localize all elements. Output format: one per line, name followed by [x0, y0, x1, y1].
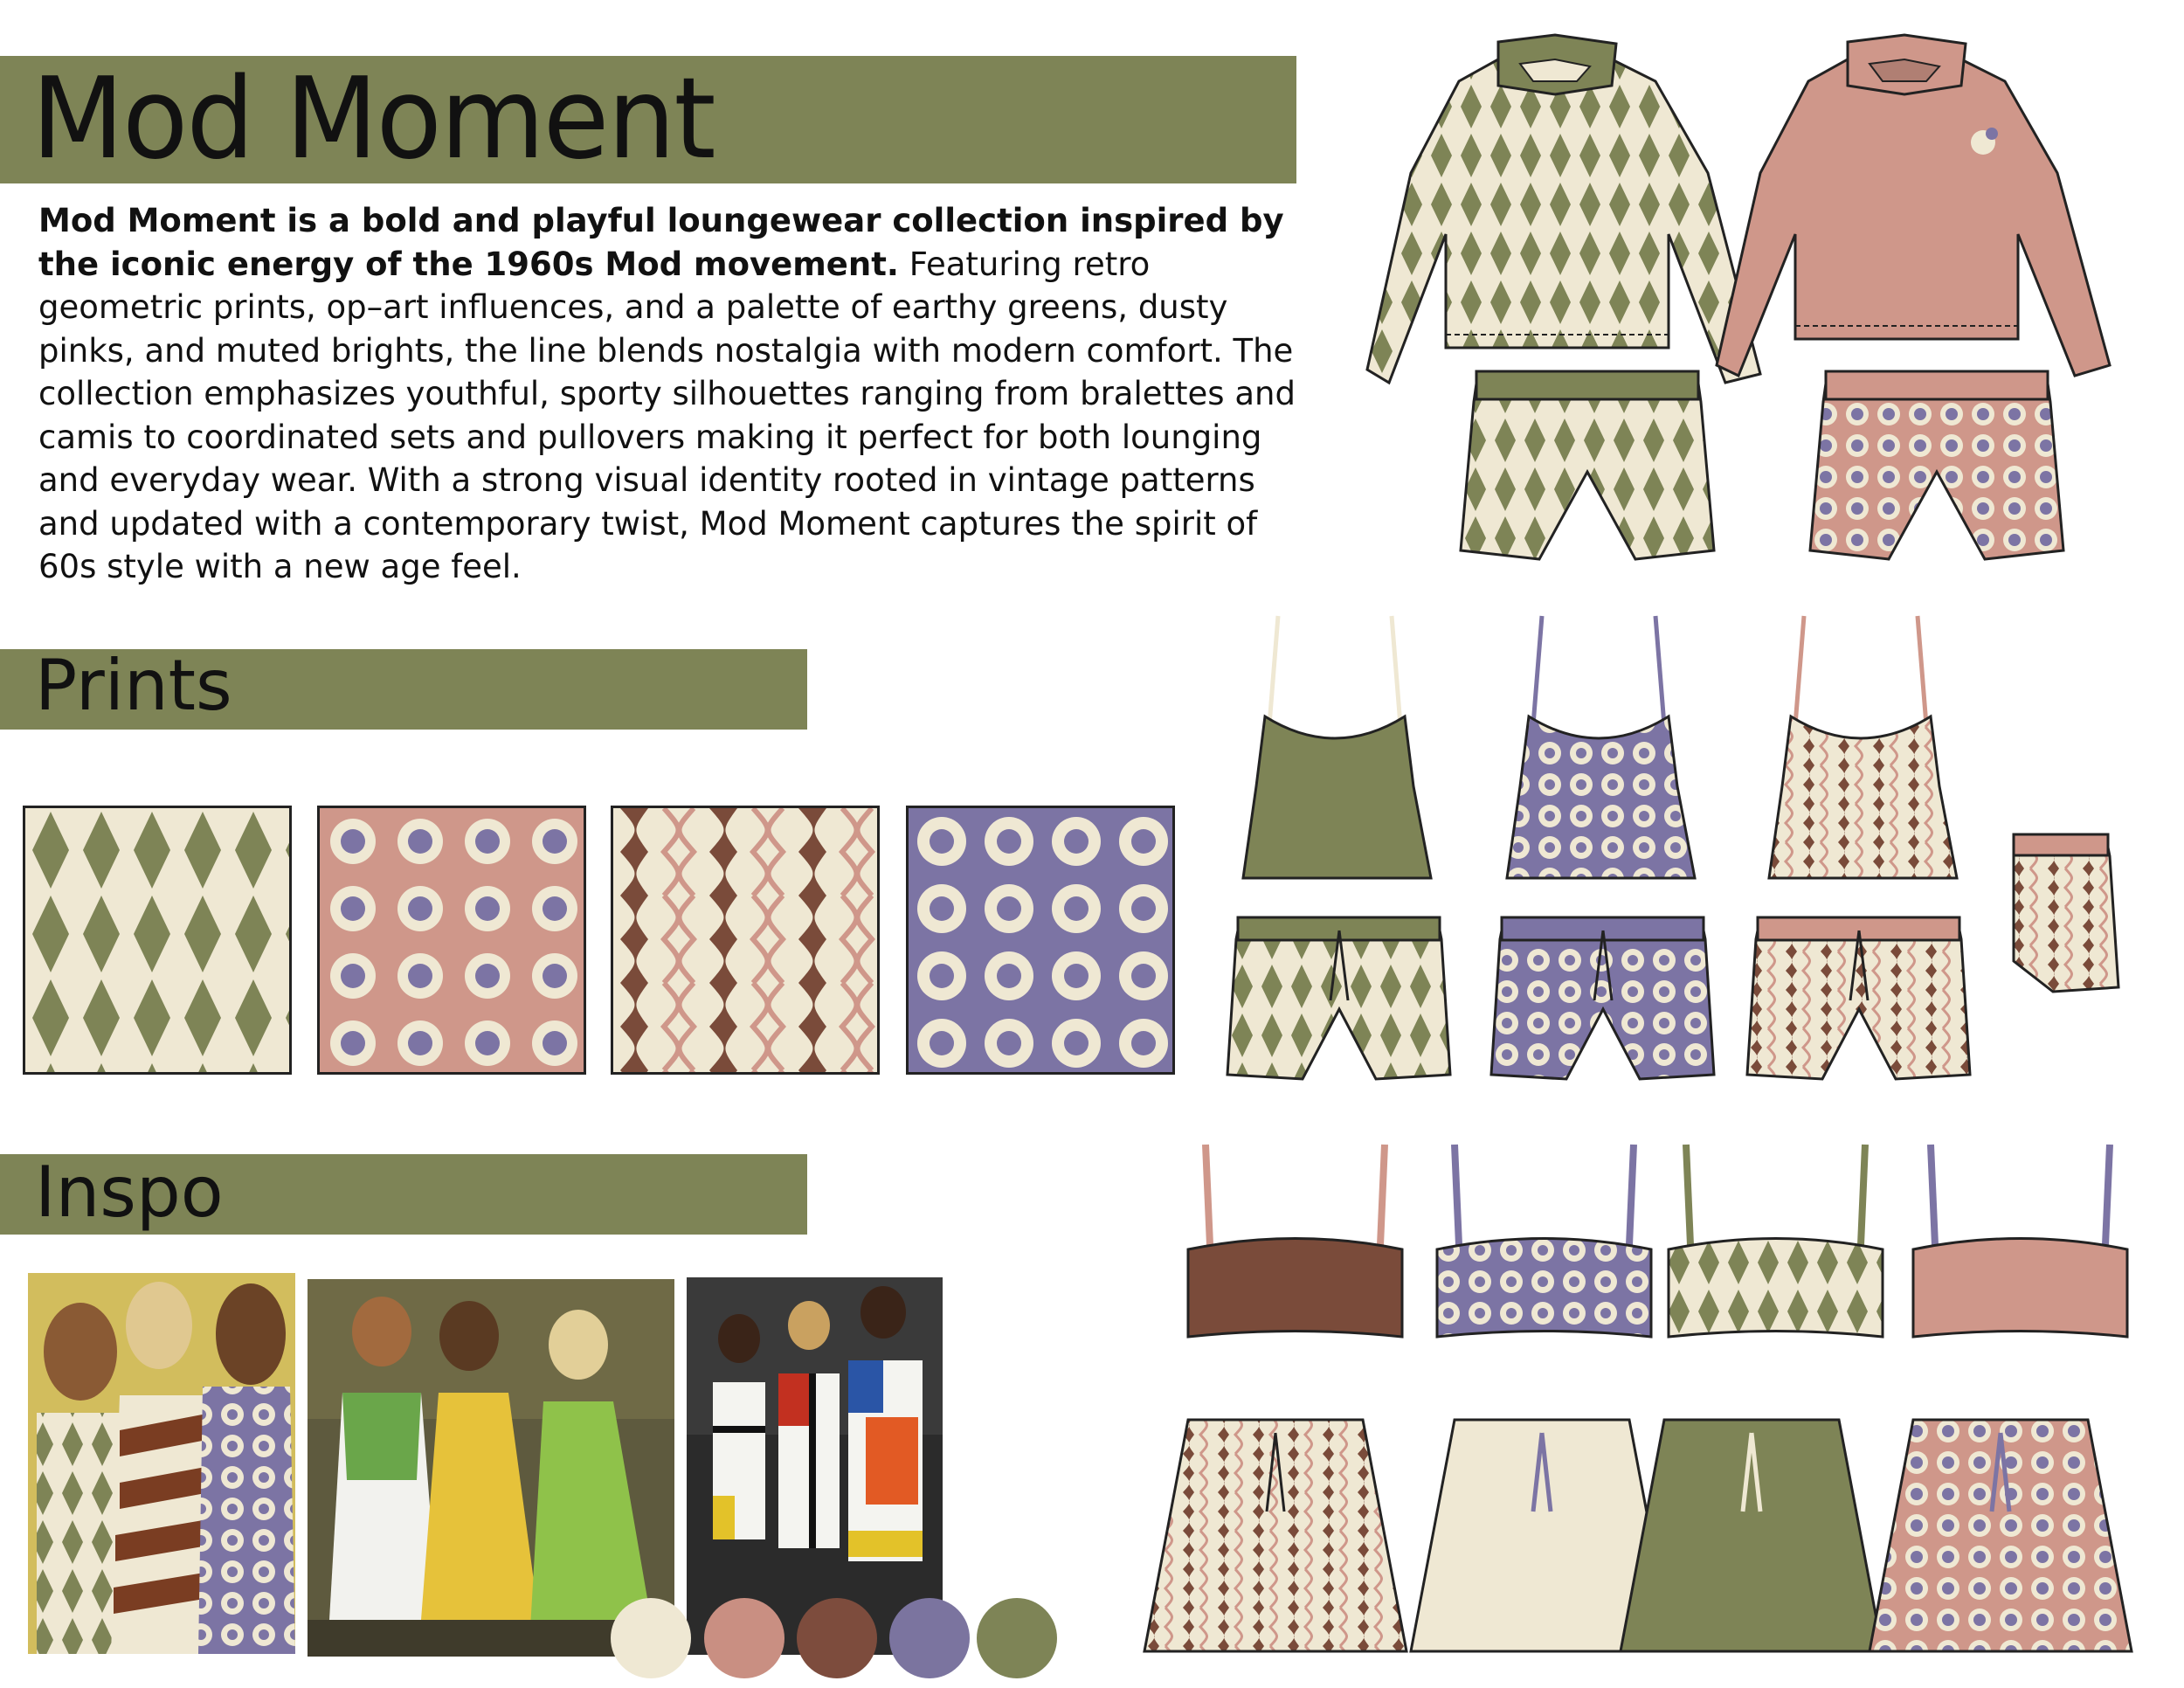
brown-stripe-drawstring-shorts-flat	[1747, 913, 1970, 1083]
brown-stripe-skirt-shorts-flat	[1144, 1415, 1406, 1660]
purple-drawstring-shorts-flat	[1491, 913, 1714, 1083]
purple-circle-print-swatch	[906, 806, 1175, 1075]
purple-circle-cami-flat	[1503, 612, 1699, 882]
palette-swatch-purple	[889, 1598, 970, 1678]
palette-swatch-olive	[977, 1598, 1057, 1678]
pink-circle-skirt-shorts-flat	[1870, 1415, 2132, 1660]
page-title: Mod Moment	[31, 54, 715, 184]
brown-stripe-cami-flat	[1765, 612, 1961, 882]
pink-circle-shorts-flat	[1810, 367, 2063, 568]
diamond-shorts-flat	[1461, 367, 1714, 568]
pink-circle-print-swatch	[317, 806, 586, 1075]
pink-bralette-flat	[1909, 1140, 2132, 1341]
diamond-bralette-flat	[1664, 1140, 1887, 1341]
description-lead: Mod Moment is a bold and playful loungewear collection inspired by the iconic energy of the 1960s Mod movement.	[38, 202, 1284, 283]
brown-stripe-print-swatch	[611, 806, 880, 1075]
inspo-heading: Inspo	[35, 1152, 224, 1233]
olive-cami-flat	[1239, 612, 1435, 882]
inspo-photo-patterned-dresses	[28, 1273, 295, 1654]
olive-skirt-shorts-flat	[1621, 1415, 1883, 1660]
inspo-photo-green-yellow-dresses	[308, 1279, 674, 1657]
description-body: Featuring retro geometric prints, op–art influences, and a palette of earthy greens, dusty pinks, and muted brights, the line blends nostalgia with modern comfort. The collection emphasizes youthful, sporty silhouettes ranging from bralettes and camis to coordinated sets and pullovers making it perfect for both lounging and everyday wear. With a strong visual identity rooted in vintage patterns and updated with a contemporary twist, Mod Moment captures the spirit of 60s style with a new age feel.	[38, 245, 1296, 585]
prints-heading: Prints	[35, 645, 232, 726]
purple-circle-bralette-flat	[1433, 1140, 1655, 1341]
brown-bralette-flat	[1184, 1140, 1406, 1341]
palette-swatch-brown	[797, 1598, 877, 1678]
palette-swatch-pink	[704, 1598, 784, 1678]
side-view-shorts-flat	[2009, 830, 2118, 996]
diamond-drawstring-shorts-flat	[1227, 913, 1450, 1083]
pink-pullover-flat	[1717, 33, 2162, 400]
diamond-print-swatch	[23, 806, 292, 1075]
inspo-photo-mondrian-dresses	[687, 1277, 943, 1655]
palette-swatch-cream	[611, 1598, 691, 1678]
collection-description	[38, 199, 1305, 589]
